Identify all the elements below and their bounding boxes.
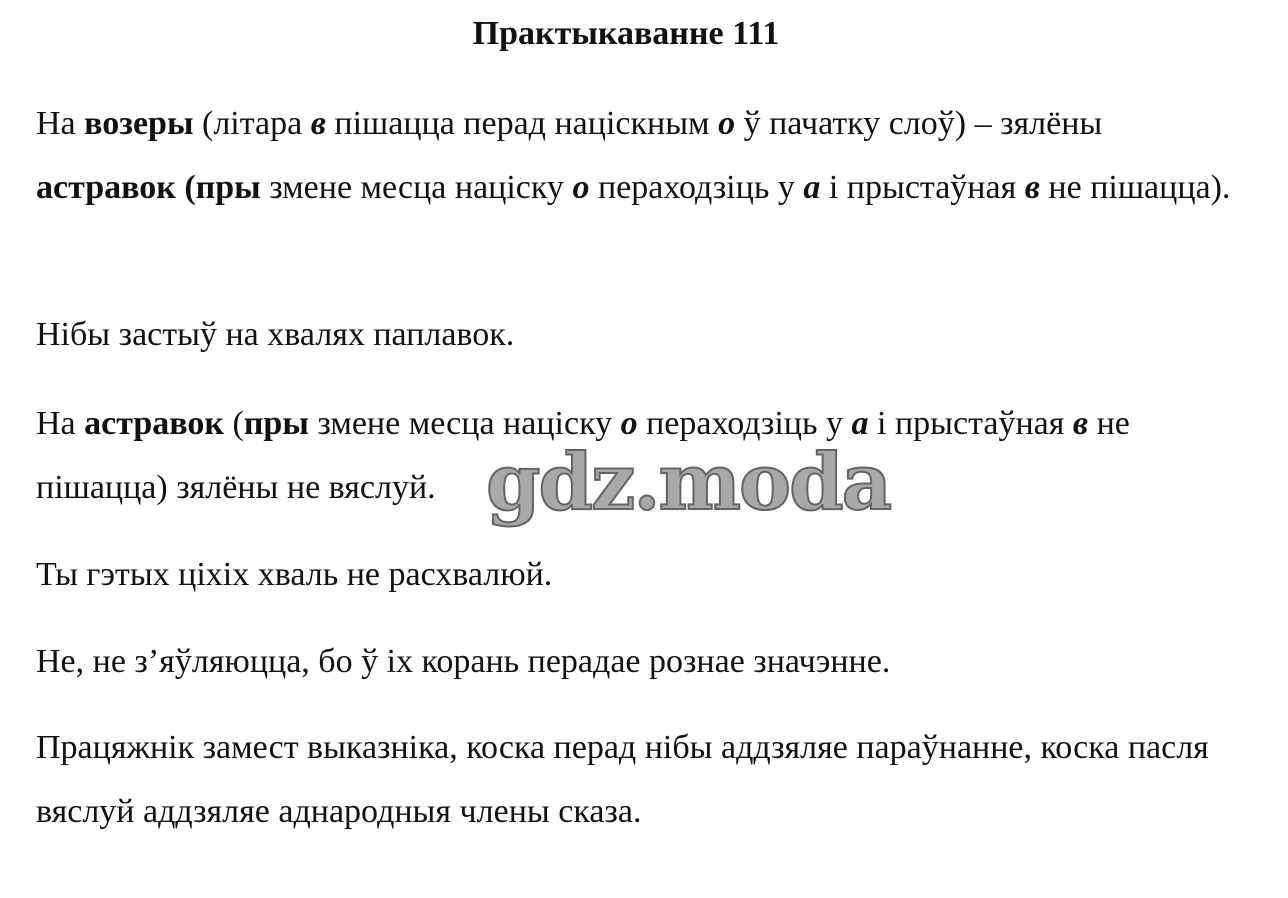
bold-italic-letter: в: [1024, 169, 1040, 206]
paragraph-5: Не, не з’яўляюцца, бо ў іх корань перадае рознае значэнне.: [36, 643, 891, 680]
text-run: пераходзіць у: [637, 405, 852, 442]
text-run: На: [36, 105, 85, 142]
watermark-logo: gdz.moda: [486, 437, 891, 528]
text-run: змене месца націску: [308, 405, 621, 442]
text-run: На: [36, 405, 85, 442]
text-run: пішацца перад націскным: [325, 105, 719, 142]
page-title: Практыкаванне 111: [472, 15, 780, 52]
bold-word: астравок: [84, 405, 224, 442]
text-run: не пішацца).: [1039, 169, 1231, 206]
text-run: змене месца націску: [260, 169, 573, 206]
paragraph-6: Працяжнік замест выказніка, коска перад нібы аддзяляе параўнанне, коска пасля вяслуй аддзяляе аднародныя члены сказа.: [36, 729, 1209, 830]
text-run: (: [224, 405, 244, 442]
text-run: не пішацца) зялёны не вяслуй.: [36, 405, 1130, 506]
bold-italic-letter: о: [572, 169, 590, 206]
text-run: і прыстаўная: [820, 169, 1025, 206]
text-run: ў пачатку слоў) – зялёны: [735, 105, 1103, 142]
paragraph-4: Ты гэтых ціхіх хваль не расхвалюй.: [36, 556, 553, 593]
bold-italic-letter: в: [1072, 405, 1089, 442]
text-run: і прыстаўная: [868, 405, 1073, 442]
bold-italic-letter: а: [851, 405, 869, 442]
text-run: пераходзіць у: [589, 169, 804, 206]
paragraph-3: [36, 392, 1246, 520]
paragraph-2: Нібы застыў на хвалях паплавок.: [36, 316, 515, 353]
bold-word: астравок (пры: [36, 169, 261, 206]
bold-italic-letter: а: [803, 169, 821, 206]
bold-italic-letter: о: [718, 105, 736, 142]
bold-italic-letter: в: [310, 105, 326, 142]
bold-italic-letter: о: [620, 405, 638, 442]
paragraph-1: [36, 92, 1246, 220]
bold-word: пры: [243, 405, 309, 442]
text-run: (літара: [193, 105, 311, 142]
bold-word: возеры: [84, 105, 194, 142]
